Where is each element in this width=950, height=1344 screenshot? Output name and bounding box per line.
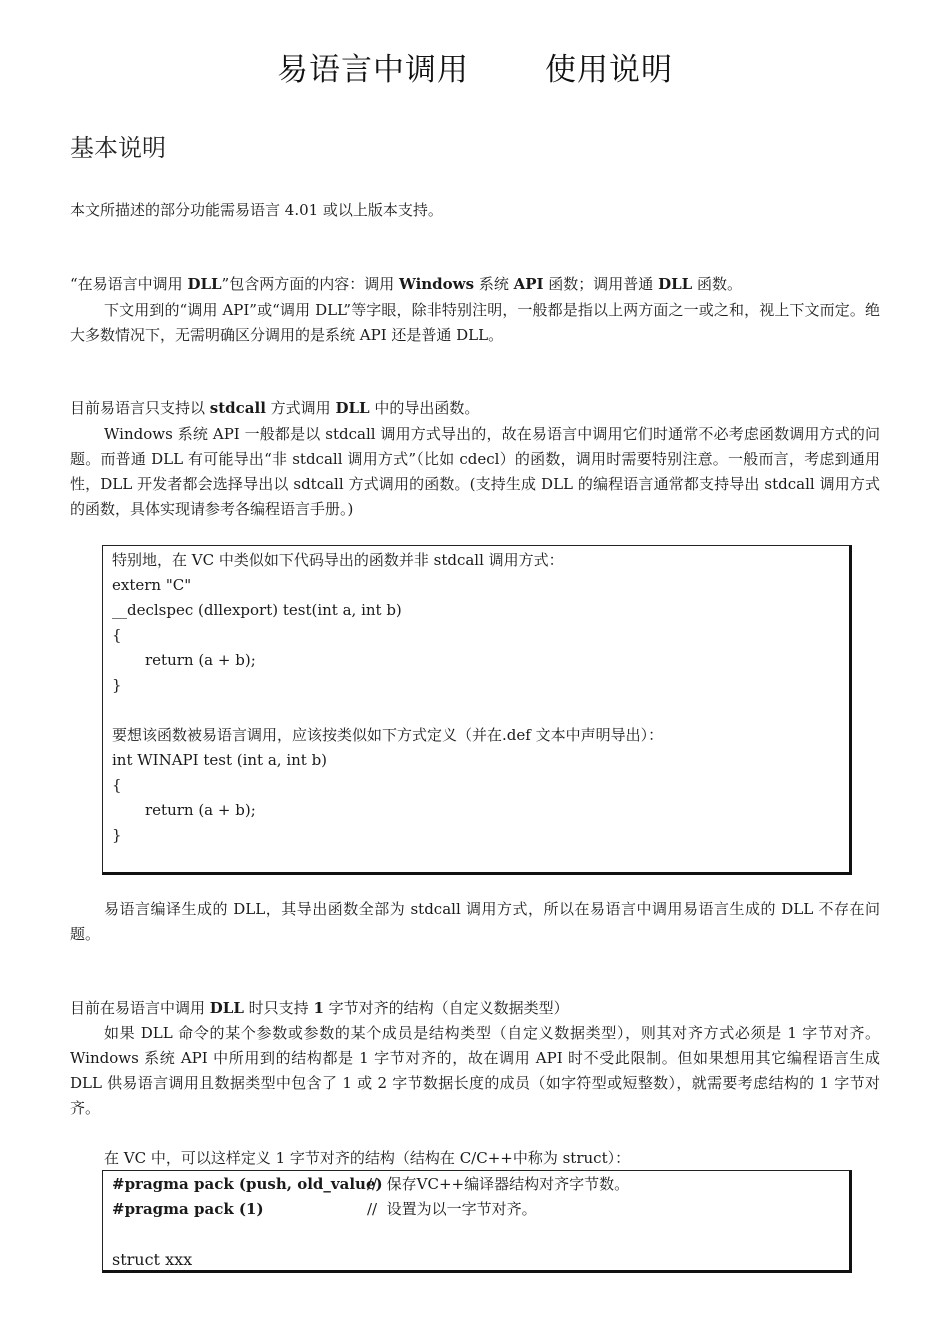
code-line: { (112, 776, 122, 794)
paragraph-stdcall-detail: Windows 系统 API 一般都是以 stdcall 调用方式导出的，故在易语言中调用它们时通常不必考虑函数调用方式的问题。而普通 DLL 有可能导出“非 stdcall 调用方式”（比如 cdecl）的函数，调用时需要特别注意。一般而言，考虑到通用性，DLL 开发者都会选择导出以 sdtcall 方式调用的函数。(支持生成 DLL 的编程语言通常都支持导出 stdcall 调用方式的函数，具体实现请参考各编程语言手册。) (70, 425, 880, 518)
code-line: return (a + b); (145, 801, 256, 819)
paragraph-stdcall-heading: 目前易语言只支持以 stdcall 方式调用 DLL 中的导出函数。 (70, 399, 480, 417)
code-pragma: #pragma pack (1) (112, 1200, 264, 1218)
code-comment: // 保存VC++编译器结构对齐字节数。 (367, 1175, 630, 1193)
code-line: int WINAPI test (int a, int b) (112, 751, 328, 769)
code-pragma: #pragma pack (push, old_value) (112, 1175, 383, 1193)
code-line: extern "C" (112, 576, 192, 594)
paragraph-terminology: 下文用到的“调用 API”或“调用 DLL”等字眼，除非特别注明，一般都是指以上两方面之一或之和，视上下文而定。绝大多数情况下，无需明确区分调用的是系统 API 还是普通 DLL。 (70, 301, 880, 344)
paragraph-vc-struct-intro: 在 VC 中，可以这样定义 1 字节对齐的结构（结构在 C/C++中称为 struct）： (104, 1149, 631, 1167)
page-title: 易语言中调用 使用说明 (277, 52, 673, 88)
code-row (103, 1172, 849, 1197)
paragraph-version-note: 本文所描述的部分功能需易语言 4.01 或以上版本支持。 (70, 201, 443, 219)
code-line-blank (103, 698, 849, 723)
paragraph-dll-scope: “在易语言中调用 DLL”包含两方面的内容：调用 Windows 系统 API 函数；调用普通 DLL 函数。 (70, 275, 742, 293)
code-line-blank (103, 1222, 849, 1247)
code-line: 特别地，在 VC 中类似如下代码导出的函数并非 stdcall 调用方式： (112, 551, 564, 569)
code-line: 要想该函数被易语言调用，应该按类似如下方式定义（并在.def 文本中声明导出）： (112, 726, 664, 744)
section-heading: 基本说明 (70, 134, 166, 162)
code-line: { (112, 626, 122, 644)
paragraph-alignment-heading: 目前在易语言中调用 DLL 时只支持 1 字节对齐的结构（自定义数据类型） (70, 999, 569, 1017)
code-line: return (a + b); (145, 651, 256, 669)
code-line: __declspec (dllexport) test(int a, int b) (112, 601, 402, 619)
code-line: struct xxx (112, 1250, 193, 1269)
code-box-pragma-pack (102, 1170, 852, 1273)
paragraph-alignment-detail: 如果 DLL 命令的某个参数或参数的某个成员是结构类型（自定义数据类型），则其对齐方式必须是 1 字节对齐。Windows 系统 API 中所用到的结构都是 1 字节对齐的，故在调用 API 时不受此限制。但如果想用其它编程语言生成 DLL 供易语言调用且数据类型中包含了 1 或 2 字节数据长度的成员（如字符型或短整数），就需要考虑结构的 1 字节对齐。 (70, 1024, 880, 1117)
code-line: } (112, 826, 122, 844)
code-row (103, 1197, 849, 1222)
code-line: } (112, 676, 122, 694)
code-comment: // 设置为以一字节对齐。 (367, 1200, 537, 1218)
paragraph-eyuyan-dll: 易语言编译生成的 DLL，其导出函数全部为 stdcall 调用方式，所以在易语言中调用易语言生成的 DLL 不存在问题。 (70, 900, 880, 943)
code-box-vc-export (102, 545, 852, 875)
